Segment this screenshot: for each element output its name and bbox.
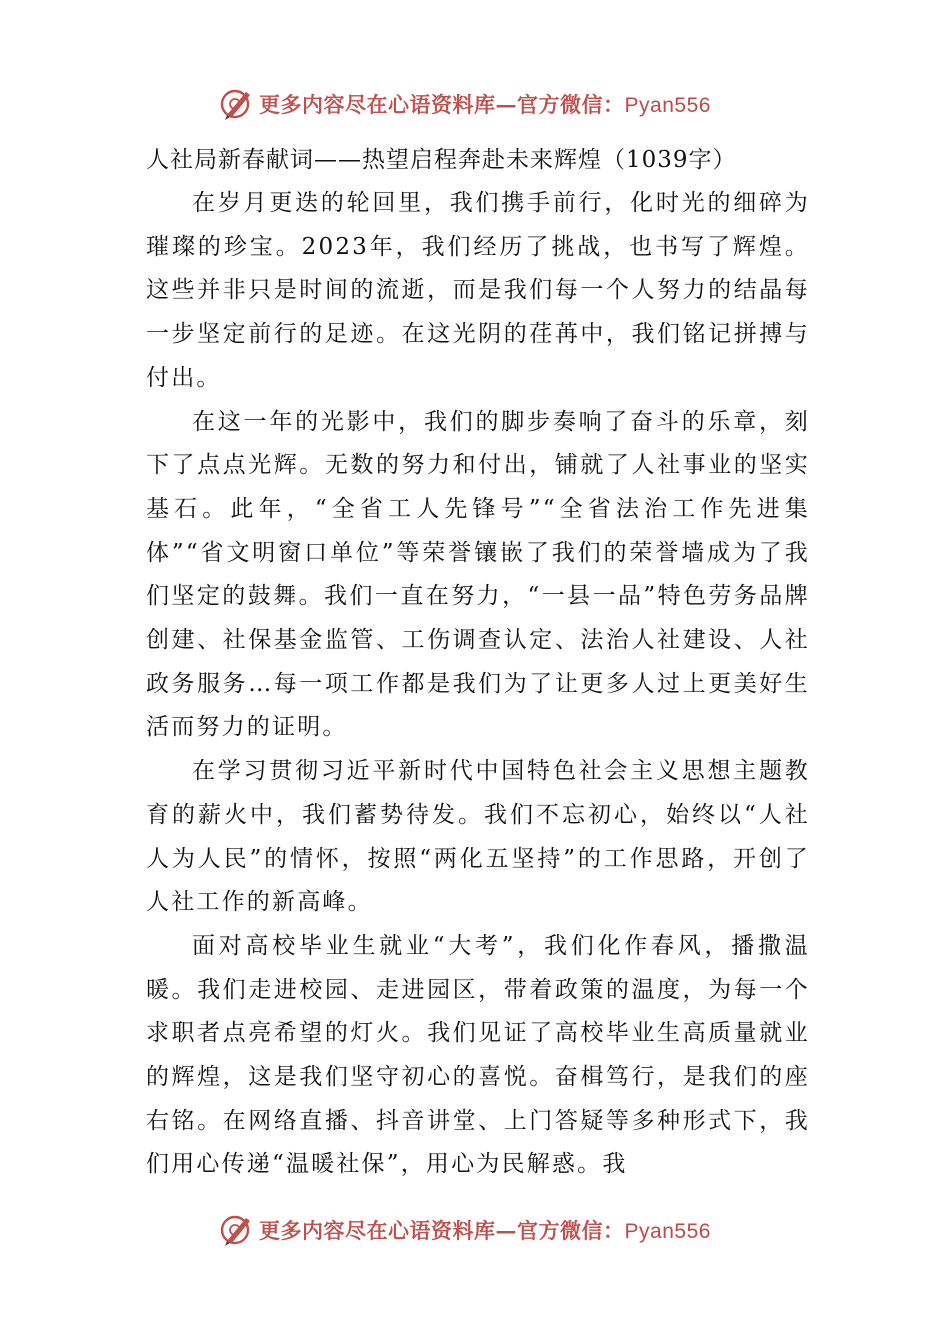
paragraph: 在学习贯彻习近平新时代中国特色社会主义思想主题教育的薪火中，我们蓄势待发。我们不忘初心，始终以“人社人为人民”的情怀，按照“两化五坚持”的工作思路，开创了人社工作的新高峰。 (146, 758, 810, 916)
pen-circle-logo-icon (219, 87, 253, 121)
banner-text: 更多内容尽在心语资料库—官方微信：Pyan556 (259, 1218, 711, 1243)
document-body (146, 138, 810, 1187)
document-title: 人社局新春献词——热望启程奔赴未来辉煌（1039字） (146, 147, 737, 173)
footer-banner (0, 1210, 950, 1250)
paragraph: 在这一年的光影中，我们的脚步奏响了奋斗的乐章，刻下了点点光辉。无数的努力和付出，铺就了人社事业的坚实基石。此年，“全省工人先锋号”“全省法治工作先进集体”“省文明窗口单位”等荣誉镶嵌了我们的荣誉墙成为了我们坚定的鼓舞。我们一直在努力，“一县一品”特色劳务品牌创建、社保基金监管、工伤调查认定、法治人社建设、人社政务服务…每一项工作都是我们为了让更多人过上更美好生活而努力的证明。 (146, 408, 810, 741)
wechat-account: Pyan556 (624, 1220, 711, 1243)
pen-circle-logo-icon (219, 1213, 253, 1247)
paragraph: 在岁月更迭的轮回里，我们携手前行，化时光的细碎为璀璨的珍宝。2023年，我们经历了挑战，也书写了辉煌。这些并非只是时间的流逝，而是我们每一个人努力的结晶每一步坚定前行的足迹。在这光阴的荏苒中，我们铭记拼搏与付出。 (146, 190, 810, 391)
wechat-account: Pyan556 (624, 94, 711, 117)
header-banner (0, 84, 950, 124)
banner-text: 更多内容尽在心语资料库—官方微信：Pyan556 (259, 92, 711, 117)
paragraph: 面对高校毕业生就业“大考”，我们化作春风，播撒温暖。我们走进校园、走进园区，带着政策的温度，为每一个求职者点亮希望的灯火。我们见证了高校毕业生高质量就业的辉煌，这是我们坚守初心的喜悦。奋楫笃行，是我们的座右铭。在网络直播、抖音讲堂、上门答疑等多种形式下，我们用心传递“温暖社保”，用心为民解惑。我 (146, 932, 810, 1178)
